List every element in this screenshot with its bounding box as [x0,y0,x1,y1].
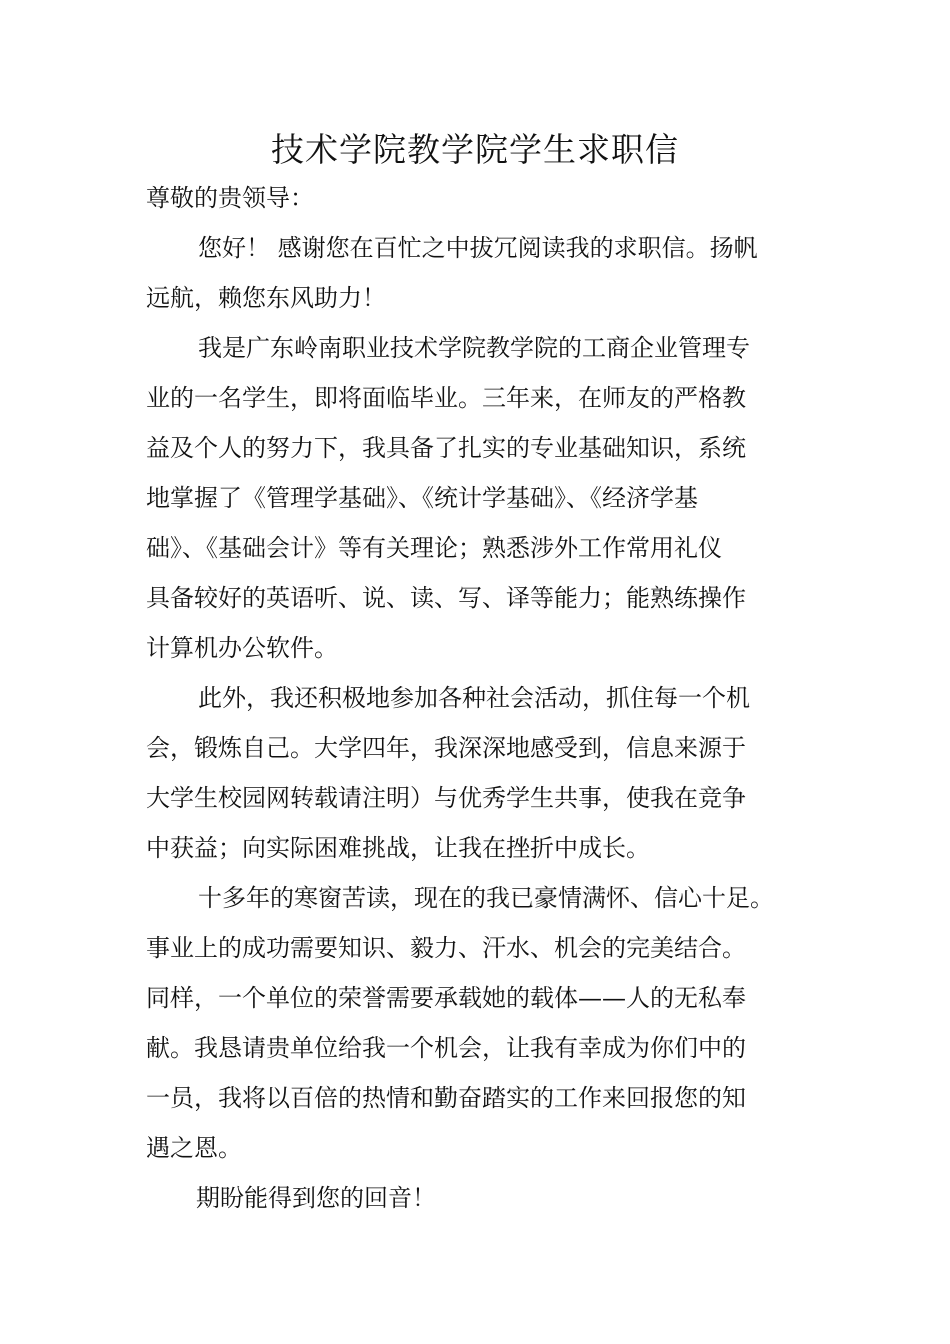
paragraph-line: 会，锻炼自己。大学四年，我深深地感受到，信息来源于 [146,734,746,762]
closing-line: 期盼能得到您的回音！ [196,1184,436,1212]
paragraph-line: 您好！ 感谢您在百忙之中拔冗阅读我的求职信。扬帆 [198,234,758,262]
paragraph-line: 十多年的寒窗苦读，现在的我已豪情满怀、信心十足。 [198,884,774,912]
salutation: 尊敬的贵领导： [146,184,314,212]
paragraph-line: 一员，我将以百倍的热情和勤奋踏实的工作来回报您的知 [146,1084,746,1112]
paragraph-line: 同样，一个单位的荣誉需要承载她的载体——人的无私奉 [146,984,746,1012]
paragraph-line: 遇之恩。 [146,1134,242,1162]
paragraph-line: 我是广东岭南职业技术学院教学院的工商企业管理专 [198,334,750,362]
paragraph-line: 业的一名学生，即将面临毕业。三年来，在师友的严格教 [146,384,746,412]
paragraph-line: 计算机办公软件。 [146,634,338,662]
paragraph-line: 大学生校园网转载请注明）与优秀学生共事，使我在竞争 [146,784,746,812]
paragraph-line: 事业上的成功需要知识、毅力、汗水、机会的完美结合。 [146,934,746,962]
paragraph-line: 献。我恳请贵单位给我一个机会，让我有幸成为你们中的 [146,1034,746,1062]
paragraph-line: 益及个人的努力下，我具备了扎实的专业基础知识，系统 [146,434,746,462]
paragraph-line: 此外，我还积极地参加各种社会活动，抓住每一个机 [198,684,750,712]
paragraph-line: 具备较好的英语听、说、读、写、译等能力；能熟练操作 [146,584,746,612]
paragraph-line: 础》、《基础会计》等有关理论；熟悉涉外工作常用礼仪 [146,534,722,562]
paragraph-line: 中获益；向实际困难挑战，让我在挫折中成长。 [146,834,650,862]
paragraph-line: 地掌握了《管理学基础》、《统计学基础》、《经济学基 [146,484,698,512]
paragraph-line: 远航，赖您东风助力！ [146,284,386,312]
document-title: 技术学院教学院学生求职信 [271,130,679,169]
